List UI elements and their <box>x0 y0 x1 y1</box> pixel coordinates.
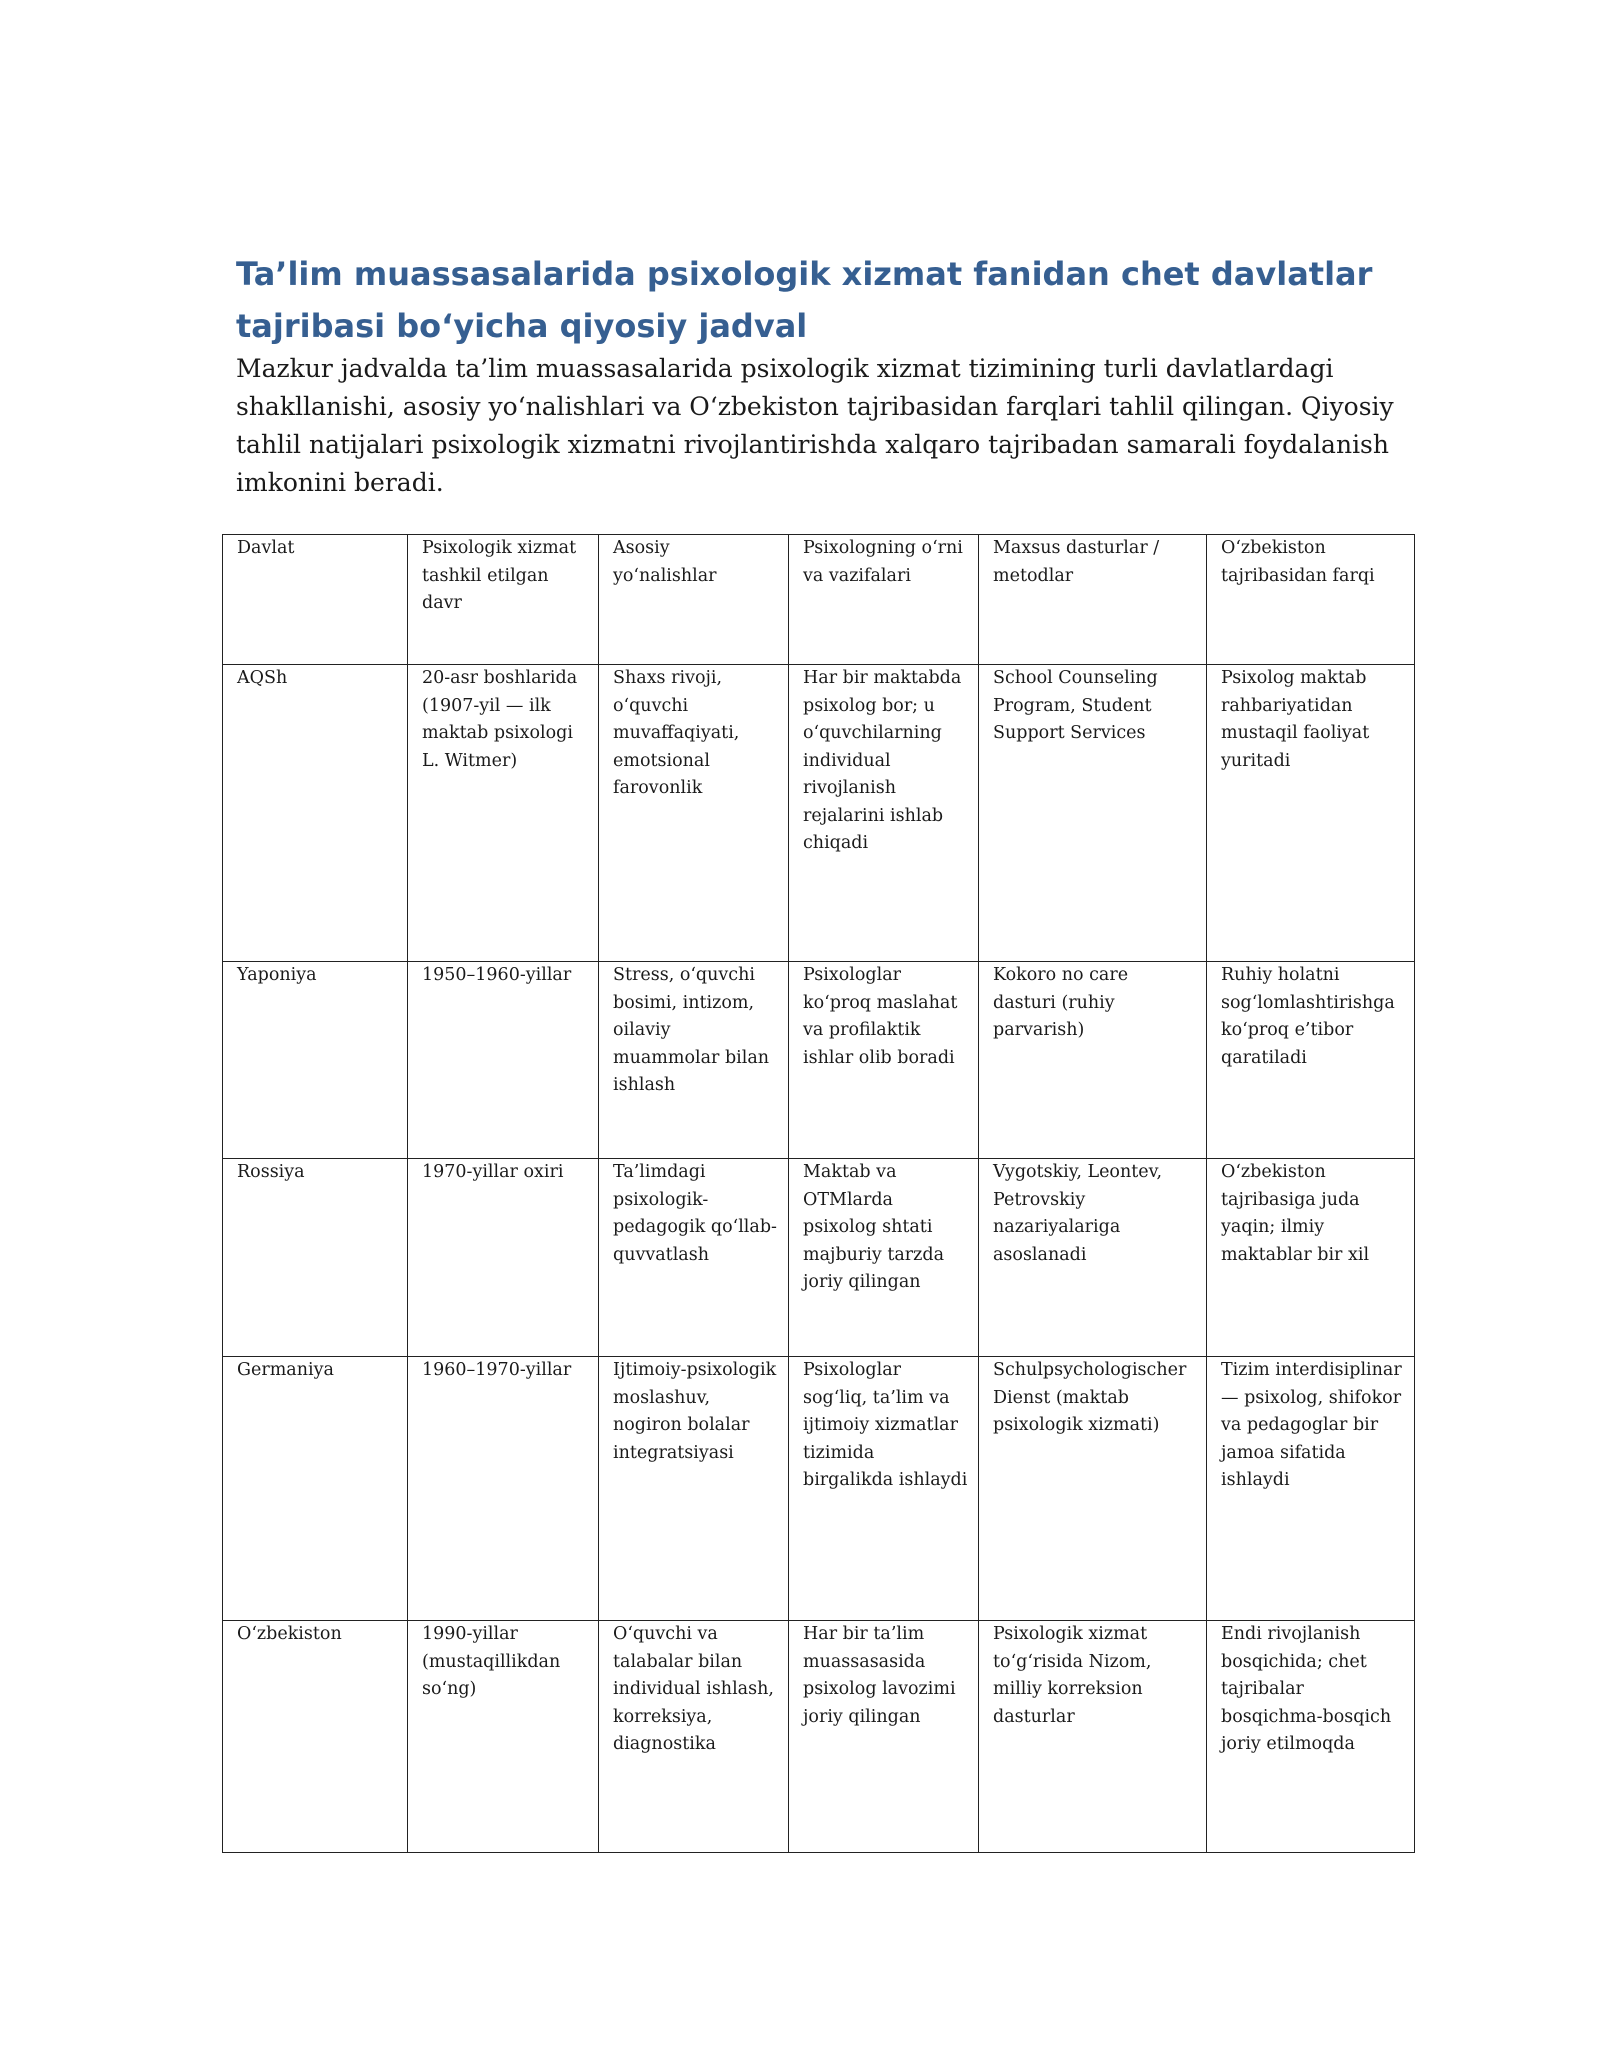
table-cell-role: Psixologlar sog‘liq, ta’lim va ijtimoiy xizmatlar tizimida birgalikda ishlaydi <box>789 1357 979 1621</box>
header-cell-programs: Maxsus dasturlar / metodlar <box>979 535 1207 665</box>
table-cell-programs: Kokoro no care dasturi (ruhiy parvarish) <box>979 962 1207 1159</box>
table-cell-difference: Endi rivojlanish bosqichida; chet tajribalar bosqichma-bosqich joriy etilmoqda <box>1207 1621 1415 1853</box>
table-cell-period: 1960–1970-yillar <box>408 1357 599 1621</box>
table-cell-programs: Schulpsychologischer Dienst (maktab psixologik xizmati) <box>979 1357 1207 1621</box>
table-cell-role: Har bir maktabda psixolog bor; u o‘quvchilarning individual rivojlanish rejalarini ishlab chiqadi <box>789 665 979 962</box>
table-row-germany <box>223 1357 1415 1621</box>
table-cell-directions: Ijtimoiy-psixologik moslashuv, nogiron bolalar integratsiyasi <box>599 1357 789 1621</box>
table-cell-country: Rossiya <box>223 1159 408 1357</box>
table-cell-directions: O‘quvchi va talabalar bilan individual ishlash, korreksiya, diagnostika <box>599 1621 789 1853</box>
header-cell-country: Davlat <box>223 535 408 665</box>
header-cell-difference: O‘zbekiston tajribasidan farqi <box>1207 535 1415 665</box>
table-cell-directions: Stress, o‘quvchi bosimi, intizom, oilaviy muammolar bilan ishlash <box>599 962 789 1159</box>
table-row-japan <box>223 962 1415 1159</box>
table-cell-role: Psixologlar ko‘proq maslahat va profilaktik ishlar olib boradi <box>789 962 979 1159</box>
header-cell-period: Psixologik xizmat tashkil etilgan davr <box>408 535 599 665</box>
table-cell-difference: Ruhiy holatni sog‘lomlashtirishga ko‘proq e’tibor qaratiladi <box>1207 962 1415 1159</box>
table-cell-role: Har bir ta’lim muassasasida psixolog lavozimi joriy qilingan <box>789 1621 979 1853</box>
table-row-usa <box>223 665 1415 962</box>
table-header-row <box>223 535 1415 665</box>
table-cell-difference: O‘zbekiston tajribasiga juda yaqin; ilmiy maktablar bir xil <box>1207 1159 1415 1357</box>
table-cell-country: O‘zbekiston <box>223 1621 408 1853</box>
document-title: Ta’lim muassasalarida psixologik xizmat fanidan chet davlatlar tajribasi bo‘yicha qiyosiy jadval <box>236 255 1373 345</box>
table-cell-difference: Tizim interdisiplinar — psixolog, shifokor va pedagoglar bir jamoa sifatida ishlaydi <box>1207 1357 1415 1621</box>
table-cell-country: AQSh <box>223 665 408 962</box>
table-cell-period: 1970-yillar oxiri <box>408 1159 599 1357</box>
header-cell-directions: Asosiy yo‘nalishlar <box>599 535 789 665</box>
table-cell-programs: Psixologik xizmat to‘g‘risida Nizom, milliy korreksion dasturlar <box>979 1621 1207 1853</box>
table-row-uzbekistan <box>223 1621 1415 1853</box>
table-cell-directions: Shaxs rivoji, o‘quvchi muvaffaqiyati, emotsional farovonlik <box>599 665 789 962</box>
header-cell-role: Psixologning o‘rni va vazifalari <box>789 535 979 665</box>
table-cell-role: Maktab va OTMlarda psixolog shtati majburiy tarzda joriy qilingan <box>789 1159 979 1357</box>
table-cell-period: 1950–1960-yillar <box>408 962 599 1159</box>
table-cell-period: 20-asr boshlarida (1907-yil — ilk maktab psixologi L. Witmer) <box>408 665 599 962</box>
table-row-russia <box>223 1159 1415 1357</box>
table-cell-directions: Ta’limdagi psixologik-pedagogik qo‘llab-quvvatlash <box>599 1159 789 1357</box>
table-cell-country: Yaponiya <box>223 962 408 1159</box>
intro-paragraph: Mazkur jadvalda ta’lim muassasalarida psixologik xizmat tizimining turli davlatlardagi shakllanishi, asosiy yo‘nalishlari va O‘zbekiston tajribasidan farqlari tahlil qilingan. Qiyosiy tahlil natijalari psixologik xizmatni rivojlantirishda xalqaro tajribadan samarali foydalanish imkonini beradi. <box>236 354 1394 497</box>
table-cell-country: Germaniya <box>223 1357 408 1621</box>
table-cell-programs: Vygotskiy, Leontev, Petrovskiy nazariyalariga asoslanadi <box>979 1159 1207 1357</box>
table-cell-period: 1990-yillar (mustaqillikdan so‘ng) <box>408 1621 599 1853</box>
table-cell-programs: School Counseling Program, Student Support Services <box>979 665 1207 962</box>
comparison-table <box>222 534 1415 1853</box>
table-cell-difference: Psixolog maktab rahbariyatidan mustaqil faoliyat yuritadi <box>1207 665 1415 962</box>
